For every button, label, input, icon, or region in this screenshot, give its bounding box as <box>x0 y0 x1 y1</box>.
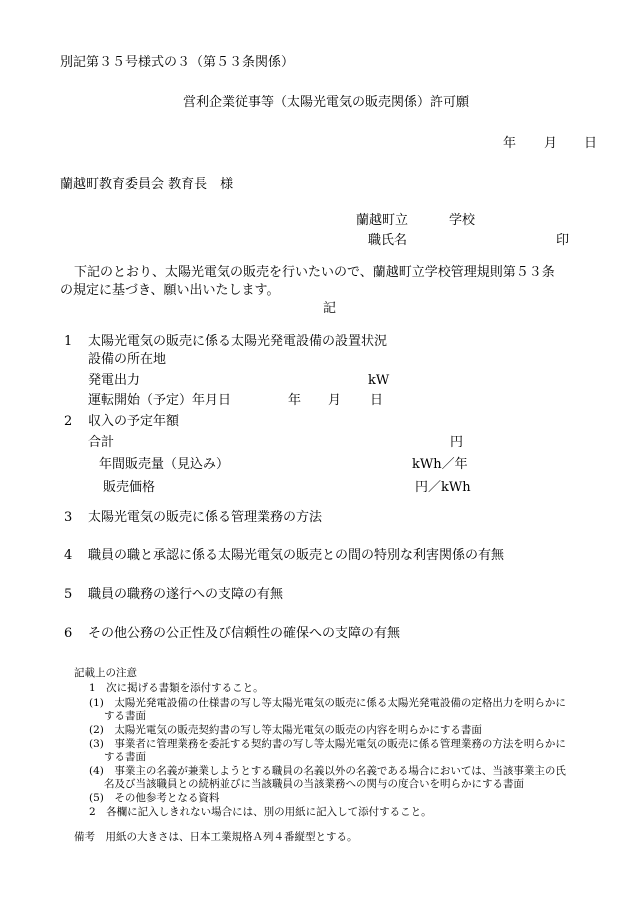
note-1-sub-3a: (3) 事業者に管理業務を委託する契約書の写し等太陽光電気の販売に係る管理業務の方法を明らかに <box>89 738 566 750</box>
applicant-school-prefix: 蘭越町立 <box>356 213 409 228</box>
item-3-label: 太陽光電気の販売に係る管理業務の方法 <box>88 510 323 525</box>
item-2-number: 2 <box>64 414 73 429</box>
addressee: 蘭越町教育委員会 教育長 様 <box>60 177 234 192</box>
item-1-start-label: 運転開始（予定）年月日 <box>88 393 232 408</box>
item-2-price-unit: 円／kWh <box>415 480 471 495</box>
applicant-school-suffix: 学校 <box>449 213 476 228</box>
note-1-sub-4a: (4) 事業主の名義が兼業しようとする職員の名義以外の名義である場合においては、当該事業主の氏 <box>89 765 566 777</box>
item-2-volume-unit: kWh／年 <box>412 457 468 472</box>
item-1-label: 太陽光電気の販売に係る太陽光発電設備の設置状況 <box>88 334 388 349</box>
note-1: 1 次に掲げる書類を添付すること。 <box>89 682 264 694</box>
item-4-label: 職員の職と承認に係る太陽光電気の販売との間の特別な利害関係の有無 <box>88 548 505 563</box>
form-id: 別記第３５号様式の３（第５３条関係） <box>60 55 295 70</box>
item-2-total-label: 合計 <box>88 435 115 450</box>
body-line-2: の規定に基づき、願い出いたします。 <box>60 283 280 298</box>
item-2-price-label: 販売価格 <box>103 480 156 495</box>
item-5-number: 5 <box>64 587 73 602</box>
item-1-location-label: 設備の所在地 <box>88 352 167 367</box>
note-1-sub-3b: する書面 <box>104 751 146 763</box>
item-1-start-month: 月 <box>328 393 342 408</box>
remarks: 備考 用紙の大きさは、日本工業規格Ａ列４番縦型とする。 <box>74 831 358 843</box>
note-1-sub-4b: 名及び当該職員との続柄並びに当該職員の当該業務への関与の度合いを明らかにする書面 <box>104 778 524 790</box>
note-1-sub-1a: (1) 太陽光発電設備の仕様書の写し等太陽光電気の販売に係る太陽光発電設備の定格出力を明らかに <box>89 697 566 709</box>
note-1-sub-1b: する書面 <box>104 710 146 722</box>
item-1-output-unit: kW <box>368 373 390 388</box>
item-4-number: 4 <box>64 548 73 563</box>
notes-heading: 記載上の注意 <box>74 667 137 679</box>
item-5-label: 職員の職務の遂行への支障の有無 <box>88 587 284 602</box>
item-2-label: 収入の予定年額 <box>88 414 180 429</box>
item-2-volume-label: 年間販売量（見込み） <box>99 457 230 472</box>
note-1-sub-2: (2) 太陽光電気の販売契約書の写し等太陽光電気の販売の内容を明らかにする書面 <box>89 724 482 736</box>
document-title: 営利企業従事等（太陽光電気の販売関係）許可願 <box>183 95 470 110</box>
item-1-start-year: 年 <box>288 393 302 408</box>
seal-mark: 印 <box>556 233 570 248</box>
note-2: 2 各欄に記入しきれない場合には、別の用紙に記入して添付すること。 <box>89 806 432 818</box>
item-3-number: 3 <box>64 510 73 525</box>
ki-heading: 記 <box>323 301 337 316</box>
date-day: 日 <box>584 136 598 151</box>
item-2-total-unit: 円 <box>450 435 464 450</box>
note-1-sub-5: (5) その他参考となる資料 <box>89 792 220 804</box>
item-1-start-day: 日 <box>370 393 384 408</box>
item-1-number: 1 <box>64 334 73 349</box>
date-year: 年 <box>503 136 517 151</box>
applicant-name-label: 職氏名 <box>368 233 408 248</box>
date-month: 月 <box>544 136 558 151</box>
item-6-number: 6 <box>64 626 73 641</box>
item-1-output-label: 発電出力 <box>88 373 141 388</box>
item-6-label: その他公務の公正性及び信頼性の確保への支障の有無 <box>88 626 401 641</box>
body-line-1: 下記のとおり、太陽光電気の販売を行いたいので、蘭越町立学校管理規則第５３条 <box>74 265 555 280</box>
